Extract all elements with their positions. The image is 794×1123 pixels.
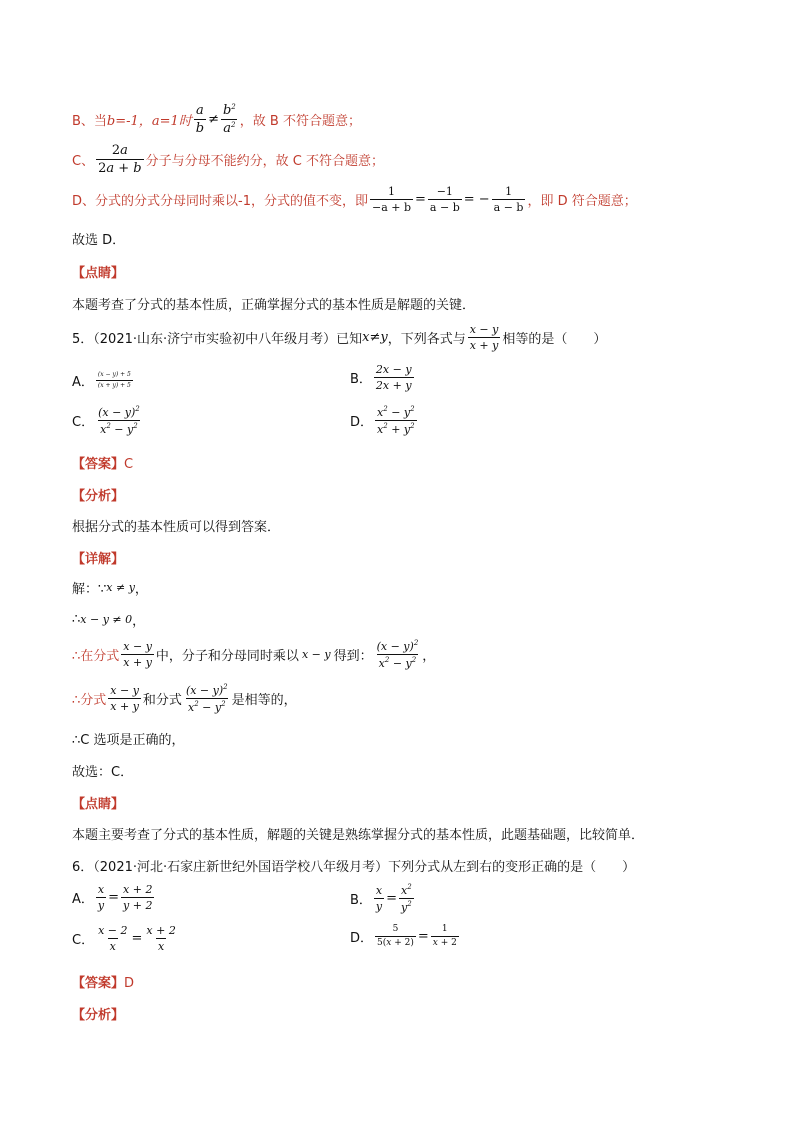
option-c-explanation bbox=[72, 144, 384, 175]
x-minus-y-expr: x − y bbox=[301, 648, 331, 661]
q5-step4-prefix: ∴分式 bbox=[72, 693, 107, 708]
c-prefix: C、 bbox=[72, 154, 95, 169]
q5-step2-prefix: ∴ bbox=[72, 612, 81, 627]
fraction-neg1-over-a-minus-b: $\frac{-1}{a - b}$ bbox=[429, 185, 460, 214]
q5-step1 bbox=[72, 578, 148, 597]
q6-option-a bbox=[72, 884, 156, 911]
q6-analysis-label: 【分析】 bbox=[72, 1008, 125, 1023]
fraction-2a-over-2a-plus-b: $\frac{2a}{2a + b}$ bbox=[98, 143, 142, 176]
q6-option-c bbox=[72, 925, 180, 952]
q5-summary: 本题主要考查了分式的基本性质，解题的关键是熟练掌握分式的基本性质，此题基础题，比较简单． bbox=[72, 828, 645, 843]
q5-option-d-fraction: $\frac{x^2 - y^2}{x^2 + y^2}$ bbox=[377, 405, 415, 436]
fraction-x-minus-y-over-x-plus-y: $\frac{x - y}{x + y}$ bbox=[123, 640, 152, 669]
fraction-x-minus-y-squared-over-x2-minus-y2: $\frac{(x - y)^2}{x^2 - y^2}$ bbox=[376, 639, 419, 670]
q5-step1-suffix: ， bbox=[134, 582, 148, 597]
dianjing-label: 【点睛】 bbox=[72, 266, 125, 281]
q5-answer bbox=[72, 453, 133, 472]
summary-text: 本题考查了分式的基本性质，正确掌握分式的基本性质是解题的关键． bbox=[72, 298, 476, 313]
q6-option-d bbox=[350, 925, 461, 948]
q5-stem-cond: x≠y bbox=[362, 330, 388, 345]
x-neq-y-expr: x ≠ y bbox=[106, 581, 135, 594]
b-cond2: a=1时 bbox=[151, 114, 192, 129]
choose-d: 故选 D． bbox=[72, 233, 126, 248]
b-suffix: ，故 B 不符合题意； bbox=[239, 114, 361, 129]
q6-answer bbox=[72, 972, 134, 991]
q6-opt-d-label: D． bbox=[350, 931, 374, 946]
q5-option-b-fraction: $\frac{2x - y}{2x + y}$ bbox=[375, 363, 412, 392]
b-cond1: b=-1， bbox=[106, 114, 152, 129]
q6-option-b bbox=[350, 884, 416, 913]
fraction-x-minus-y-squared-over-x2-minus-y2: $\frac{(x - y)^2}{x^2 - y^2}$ bbox=[185, 683, 228, 714]
q5-step4-suffix: 是相等的， bbox=[231, 693, 297, 708]
fraction-b2-over-a2: $\frac{b^2}{a^2}$ bbox=[222, 103, 236, 136]
fraction-x-plus-2-over-x: $\frac{x + 2}{x}$ bbox=[146, 924, 176, 953]
d-suffix: ，即 D 符合题意； bbox=[527, 194, 637, 209]
fraction-x2-over-y2: $\frac{x^2}{y^2}$ bbox=[401, 883, 412, 914]
q5-step4-mid: 和分式 bbox=[142, 693, 182, 708]
q6-stem: 6．（2021·河北·石家庄新世纪外国语学校八年级月考）下列分式从左到右的变形正确的是（ ） bbox=[72, 860, 636, 875]
q5-stem bbox=[72, 324, 606, 351]
q5-step3-prefix: ∴在分式 bbox=[72, 649, 120, 664]
fraction-1-over-neg-a-plus-b: $\frac{1}{-a + b}$ bbox=[371, 185, 412, 214]
q5-step2 bbox=[72, 610, 145, 629]
q5-opt-a-label: A． bbox=[72, 375, 94, 390]
equals-sign: = bbox=[417, 929, 429, 944]
q5-step3 bbox=[72, 640, 435, 669]
q5-step2-suffix: ， bbox=[132, 614, 146, 629]
q5-step3-suffix: ， bbox=[422, 649, 436, 664]
fraction-1-over-a-minus-b: $\frac{1}{a - b}$ bbox=[493, 185, 524, 214]
q5-choose: 故选：C． bbox=[72, 765, 134, 780]
q5-step1-prefix: 解：∵ bbox=[72, 582, 107, 597]
q5-option-a-fraction: $\frac{(x - y) + 5}{(x + y) + 5}$ bbox=[97, 371, 131, 389]
q5-answer-value: C bbox=[124, 457, 134, 472]
q5-step5: ∴C 选项是正确的， bbox=[72, 733, 185, 748]
equals-sign: = bbox=[415, 192, 426, 207]
c-suffix: 分子与分母不能约分，故 C 不符合题意； bbox=[145, 154, 384, 169]
q6-opt-b-label: B． bbox=[350, 893, 372, 908]
q5-stem-suffix: 相等的是（ ） bbox=[502, 332, 607, 347]
equals-sign: = − bbox=[463, 192, 490, 207]
q6-opt-c-label: C． bbox=[72, 933, 95, 948]
fraction-x-minus-2-over-x: $\frac{x - 2}{x}$ bbox=[98, 924, 128, 953]
q5-dianjing-label: 【点睛】 bbox=[72, 797, 125, 812]
fraction-5-over-5-x-plus-2: $\frac{5}{5(x + 2)}$ bbox=[377, 924, 414, 948]
q5-option-c-fraction: $\frac{(x - y)^2}{x^2 - y^2}$ bbox=[98, 405, 140, 436]
q5-step3-mid2: 得到： bbox=[333, 649, 373, 664]
equals-sign: = bbox=[131, 931, 143, 946]
equals-sign: = bbox=[386, 891, 398, 906]
fraction-x-over-y: $\frac{x}{y}$ bbox=[375, 884, 383, 913]
q5-option-b bbox=[350, 364, 416, 391]
q6-answer-label: 【答案】 bbox=[72, 976, 125, 991]
fraction-x-plus-2-over-y-plus-2: $\frac{x + 2}{y + 2}$ bbox=[123, 883, 153, 912]
x-minus-y-neq-0-expr: x − y ≠ 0 bbox=[80, 613, 133, 626]
q5-option-d bbox=[350, 406, 419, 435]
option-d-explanation bbox=[72, 186, 637, 213]
q5-analysis-text: 根据分式的基本性质可以得到答案． bbox=[72, 520, 281, 535]
option-b-explanation bbox=[72, 104, 361, 135]
fraction-x-minus-y-over-x-plus-y: $\frac{x - y}{x + y}$ bbox=[469, 323, 499, 352]
q5-opt-d-label: D． bbox=[350, 415, 374, 430]
q5-opt-b-label: B． bbox=[350, 372, 372, 387]
q5-opt-c-label: C． bbox=[72, 415, 95, 430]
fraction-1-over-x-plus-2: $\frac{1}{x + 2}$ bbox=[432, 924, 457, 948]
q5-option-c bbox=[72, 406, 144, 435]
fraction-x-minus-y-over-x-plus-y: $\frac{x - y}{x + y}$ bbox=[110, 684, 139, 713]
q5-detail-label: 【详解】 bbox=[72, 552, 125, 567]
q6-opt-a-label: A． bbox=[72, 892, 94, 907]
not-equal-sign: ≠ bbox=[208, 112, 219, 127]
d-prefix: D、分式的分式分母同时乘以-1，分式的值不变，即 bbox=[72, 194, 368, 209]
b-prefix: B、当 bbox=[72, 114, 107, 129]
q5-answer-label: 【答案】 bbox=[72, 457, 125, 472]
q5-analysis-label: 【分析】 bbox=[72, 489, 125, 504]
equals-sign: = bbox=[108, 890, 120, 905]
q5-step3-mid: 中，分子和分母同时乘以 bbox=[155, 649, 299, 664]
q5-stem-mid: ，下列各式与 bbox=[387, 332, 466, 347]
q5-stem-prefix: 5．（2021·山东·济宁市实验初中八年级月考）已知 bbox=[72, 332, 363, 347]
q6-answer-value: D bbox=[124, 976, 135, 991]
q5-step4 bbox=[72, 684, 297, 713]
fraction-a-over-b: $\frac{a}{b}$ bbox=[195, 103, 205, 136]
fraction-x-over-y: $\frac{x}{y}$ bbox=[97, 883, 105, 912]
q5-option-a bbox=[72, 371, 135, 390]
